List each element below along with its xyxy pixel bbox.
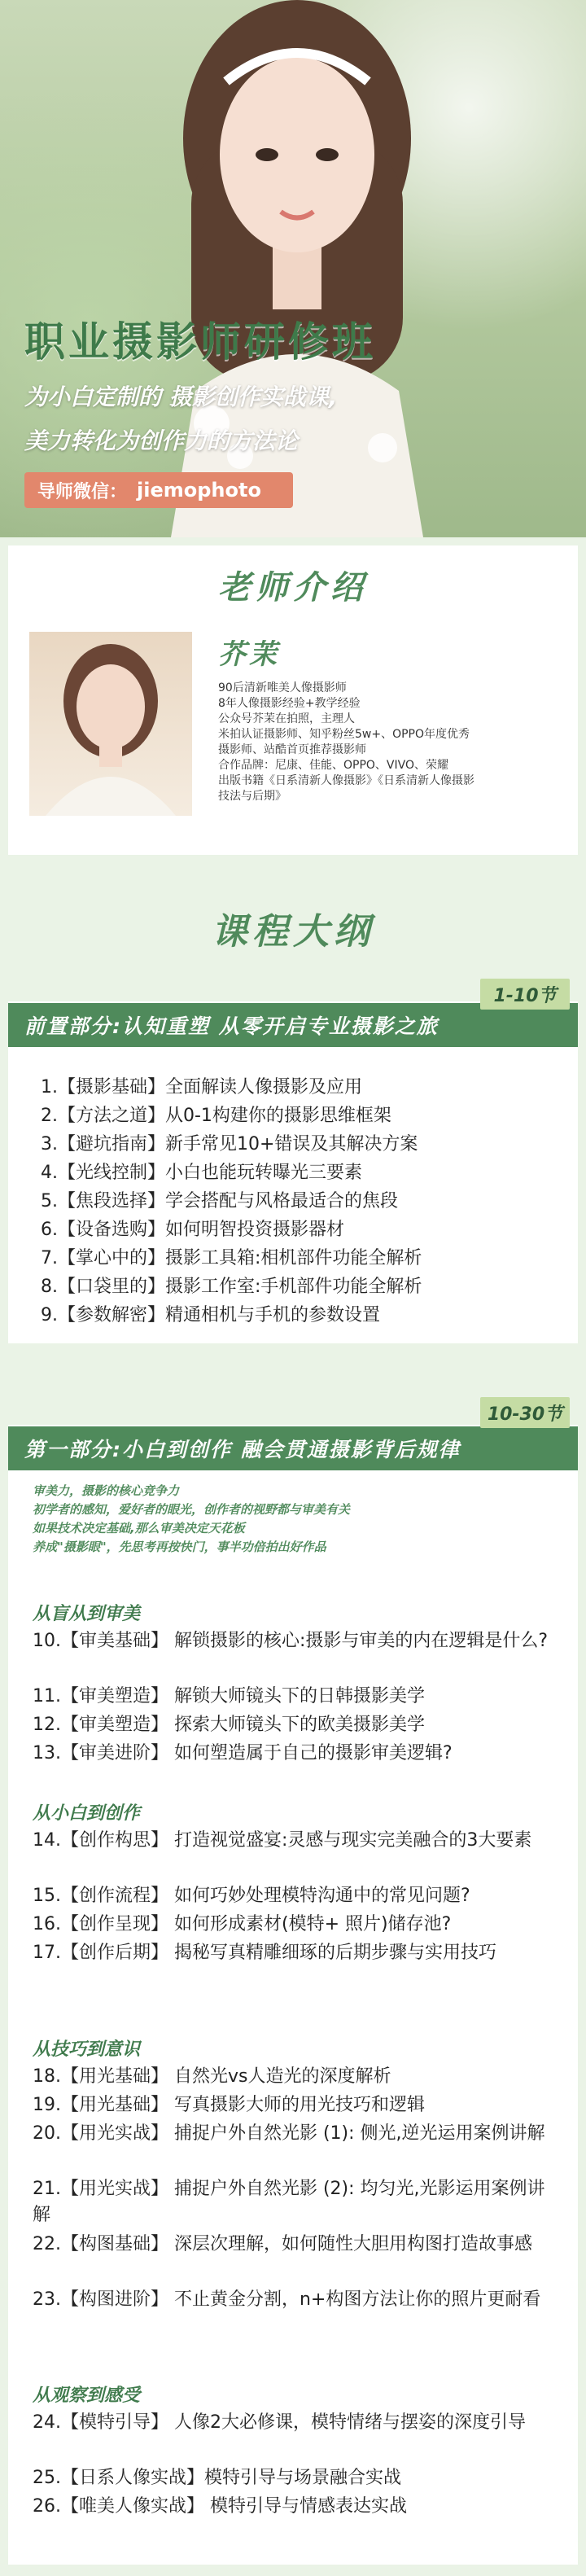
- course-subtitle-line2: 美力转化为创作力的方法论: [24, 427, 299, 454]
- list-item: 14.【创作构思】 打造视觉盛宴:灵感与现实完美融合的3大要素: [33, 1830, 532, 1851]
- wechat-handle: jiemophoto: [137, 479, 261, 502]
- teacher-photo: [29, 632, 192, 816]
- list-item: 21.【用光实战】 捕捉户外自然光影 (2): 均匀光,光影运用案例讲解: [33, 2179, 545, 2225]
- list-item: 8.【口袋里的】摄影工作室:手机部件功能全解析: [41, 1277, 422, 1297]
- list-item: 6.【设备选购】如何明智投资摄影器材: [41, 1220, 344, 1240]
- list-item: 24.【模特引导】 人像2大必修课，模特情绪与摆姿的深度引导: [33, 2412, 526, 2433]
- list-item: 19.【用光基础】 写真摄影大师的用光技巧和逻辑: [33, 2095, 425, 2115]
- list-item: 10.【审美基础】 解锁摄影的核心:摄影与审美的内在逻辑是什么?: [33, 1631, 549, 1651]
- list-item: 23.【构图进阶】 不止黄金分割，n+构图方法让你的照片更耐看: [33, 2289, 541, 2310]
- group-heading: 从技巧到意识: [33, 2039, 141, 2060]
- part1-intro-line: 初学者的感知，爱好者的眼光，创作者的视野都与审美有关: [33, 1502, 351, 1517]
- wechat-badge: [24, 472, 293, 508]
- teacher-bio-line: 合作品牌：尼康、佳能、OPPO、VIVO、荣耀: [218, 759, 448, 772]
- list-item: 12.【审美塑造】 探索大师镜头下的欧美摄影美学: [33, 1715, 425, 1735]
- list-item: 2.【方法之道】从0-1构建你的摄影思维框架: [41, 1106, 391, 1126]
- list-item: 11.【审美塑造】 解锁大师镜头下的日韩摄影美学: [33, 1686, 425, 1706]
- hero-portrait-illustration: [163, 0, 431, 537]
- hero-banner: [0, 0, 586, 537]
- course-subtitle-line1: 为小白定制的 摄影创作实战课,: [24, 383, 338, 410]
- list-item: 1.【摄影基础】全面解读人像摄影及应用: [41, 1077, 362, 1097]
- list-item: 18.【用光基础】 自然光vs人造光的深度解析: [33, 2066, 391, 2087]
- part1-banner: 第一部分:小白到创作 融会贯通摄影背后规律: [8, 1426, 578, 1470]
- teacher-bio-line: 公众号芥茉在拍照，主理人: [218, 712, 355, 725]
- part1-intro-line: 养成"摄影眼"，先思考再按快门，事半功倍拍出好作品: [33, 1540, 326, 1554]
- teacher-bio-line: 摄影师、站酷首页推荐摄影师: [218, 743, 366, 756]
- part1-intro-line: 审美力，摄影的核心竞争力: [33, 1483, 180, 1498]
- list-item: 15.【创作流程】 如何巧妙处理模特沟通中的常见问题?: [33, 1886, 470, 1906]
- list-item: 5.【焦段选择】学会搭配与风格最适合的焦段: [41, 1191, 398, 1211]
- list-item: 9.【参数解密】精通相机与手机的参数设置: [41, 1305, 380, 1325]
- list-item: 4.【光线控制】小白也能玩转曝光三要素: [41, 1163, 362, 1183]
- part1-intro-line: 如果技术决定基础,那么审美决定天花板: [33, 1521, 245, 1536]
- teacher-bio-line: 技法与后期》: [218, 790, 286, 803]
- list-item: 26.【唯美人像实战】 模特引导与情感表达实战: [33, 2496, 407, 2517]
- teacher-portrait-illustration: [29, 632, 192, 816]
- course-title: 职业摄影师研修班: [24, 318, 376, 366]
- teacher-bio: [218, 681, 560, 804]
- list-item: 20.【用光实战】 捕捉户外自然光影 (1): 侧光,逆光运用案例讲解: [33, 2123, 545, 2144]
- list-item: 3.【避坑指南】新手常见10+错误及其解决方案: [41, 1134, 418, 1154]
- teacher-bio-line: 90后清新唯美人像摄影师: [218, 681, 347, 694]
- list-item: 17.【创作后期】 揭秘写真精雕细琢的后期步骤与实用技巧: [33, 1943, 496, 1963]
- teacher-section-title: 老师介绍: [218, 569, 368, 607]
- wechat-label: 导师微信：: [37, 481, 128, 502]
- group-heading: 从观察到感受: [33, 2385, 141, 2406]
- part1-range-tag: 10-30节: [480, 1397, 570, 1428]
- group-heading: 从盲从到审美: [33, 1604, 141, 1624]
- group-heading: 从小白到创作: [33, 1803, 141, 1824]
- teacher-bio-line: 米拍认证摄影师、知乎粉丝5w+、OPPO年度优秀: [218, 728, 470, 741]
- part0-banner: 前置部分:认知重塑 从零开启专业摄影之旅: [8, 1003, 578, 1047]
- part0-range-tag: 1-10节: [480, 979, 570, 1010]
- list-item: 13.【审美进阶】 如何塑造属于自己的摄影审美逻辑?: [33, 1743, 453, 1763]
- list-item: 22.【构图基础】 深层次理解，如何随性大胆用构图打造故事感: [33, 2234, 532, 2254]
- teacher-bio-line: 出版书籍《日系清新人像摄影》《日系清新人像摄影: [218, 774, 474, 787]
- outline-section-title: 课程大纲: [212, 911, 374, 953]
- list-item: 7.【掌心中的】摄影工具箱:相机部件功能全解析: [41, 1248, 422, 1268]
- list-item: 25.【日系人像实战】模特引导与场景融合实战: [33, 2468, 401, 2488]
- list-item: 16.【创作呈现】 如何形成素材(模特+ 照片)储存池?: [33, 1914, 452, 1934]
- teacher-name: 芥茉: [218, 638, 280, 671]
- teacher-bio-line: 8年人像摄影经验+教学经验: [218, 697, 361, 710]
